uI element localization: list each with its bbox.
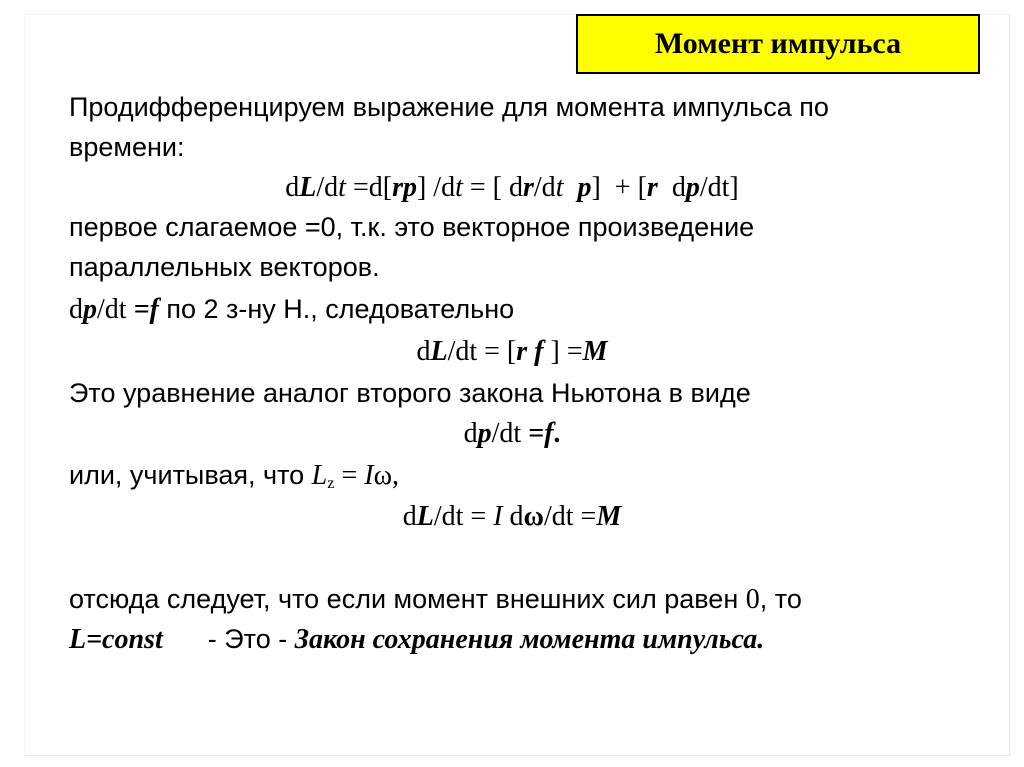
eq7-part: d — [416, 336, 431, 367]
eq10-part: = — [334, 460, 365, 491]
eq1-part: ] /d — [416, 172, 456, 203]
text-line-4: первое слагаемое =0, т.к. это векторное произведение — [69, 212, 755, 242]
text-line-12 — [69, 586, 802, 614]
eq1-part: r — [646, 172, 658, 203]
text-line-2: времени: — [69, 132, 185, 162]
eq6-part: /dt — [97, 294, 134, 325]
eq7-part: M — [582, 336, 608, 367]
law-const: L=const — [69, 624, 163, 655]
text-line-12-zero: 0 — [745, 584, 760, 615]
eq9-part: /dt — [491, 418, 529, 449]
eq1-part: ] + [ — [591, 172, 647, 203]
eq7-part: ] = — [543, 336, 583, 367]
eq6-part: p — [83, 294, 97, 325]
eq1-part: t — [555, 172, 564, 203]
eq6-part: d — [69, 294, 83, 325]
eq1-part: p — [685, 172, 700, 203]
eq10-part: I — [364, 460, 374, 491]
text-line-6-rest: по 2 з-ну Н., следовательно — [158, 294, 515, 324]
eq10-part: ω — [373, 460, 392, 491]
eq10-part: , — [392, 460, 399, 491]
eq11-part: M — [596, 501, 622, 532]
eq1-part: rp — [392, 172, 417, 203]
text-line-10-lead: или, учитывая, что — [69, 460, 312, 490]
equation-7 — [0, 338, 1024, 366]
equation-11 — [0, 503, 1024, 531]
eq11-part: /dt = — [433, 501, 494, 532]
eq1-part: r — [523, 172, 534, 203]
eq7-part: f — [534, 336, 544, 367]
eq1-part: = [ d — [462, 172, 523, 203]
eq7-part: L — [430, 336, 448, 367]
slide-title-text: Момент импульса — [654, 27, 902, 60]
eq6-part: =f — [133, 294, 159, 325]
text-line-12-main: отсюда следует, что если момент внешних сил равен — [69, 584, 746, 614]
eq1-part: /dt] — [699, 172, 739, 203]
text-line-13 — [69, 626, 764, 654]
eq1-part: L — [299, 172, 317, 203]
eq11-part: d — [502, 501, 524, 532]
eq1-part: /d — [533, 172, 556, 203]
eq7-part: r — [516, 336, 528, 367]
text-line-6 — [69, 296, 514, 324]
slide-title — [576, 14, 980, 74]
eq11-part: I — [493, 501, 503, 532]
text-line-8: Это уравнение аналог второго закона Ньютона в виде — [69, 378, 751, 408]
eq11-part: L — [416, 501, 434, 532]
eq11-part: d — [402, 501, 417, 532]
eq9-part: p — [477, 418, 492, 449]
eq10-subscript: z — [327, 474, 335, 493]
eq1-part: d — [285, 172, 300, 203]
law-dash: - Это - — [192, 624, 295, 654]
eq1-part: =d[ — [345, 172, 393, 203]
text-line-12-tail: , то — [759, 584, 802, 614]
eq9-part: d — [463, 418, 478, 449]
eq1-part: /d — [316, 172, 339, 203]
eq1-part: t — [455, 172, 463, 203]
eq1-part: t — [338, 172, 346, 203]
equation-1 — [0, 174, 1024, 202]
text-line-10 — [69, 462, 399, 491]
eq11-part: ω — [523, 501, 544, 532]
equation-9 — [0, 420, 1024, 448]
eq1-part: p — [577, 172, 592, 203]
eq9-part: =f — [528, 418, 554, 449]
eq1-part: d — [657, 172, 686, 203]
text-line-5: параллельных векторов. — [69, 252, 380, 282]
eq10-part: L — [311, 460, 328, 491]
eq1-part — [563, 172, 577, 203]
eq9-part: . — [553, 418, 561, 449]
eq7-part: /dt = [ — [447, 336, 517, 367]
eq11-part: /dt = — [544, 501, 597, 532]
text-line-1: Продифференцируем выражение для момента импульса по — [69, 92, 829, 122]
law-name: Закон сохранения момента импульса. — [294, 624, 765, 655]
